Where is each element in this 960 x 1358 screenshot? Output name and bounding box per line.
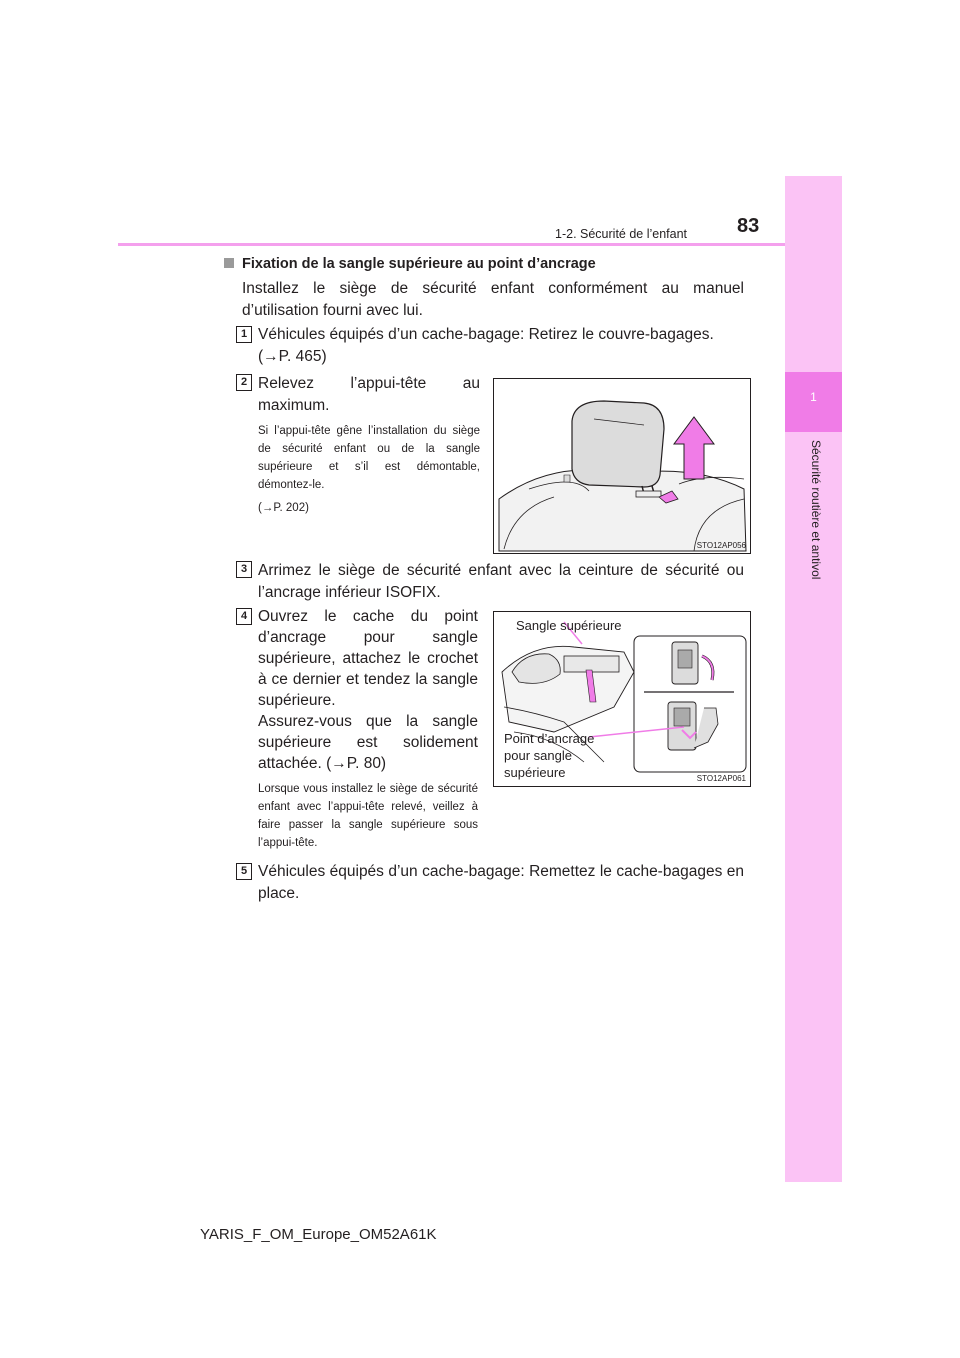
step-3-text: Arrimez le siège de sécurité enfant avec la ceinture de sécurité ou l’ancrage inférieur ISOFIX. <box>258 562 744 601</box>
step-4-text-2: Assurez-vous que la sangle supérieure est solidement attachée. (→P. 80) <box>258 713 478 772</box>
section-heading <box>224 256 596 272</box>
figure-2-code: STO12AP061 <box>696 774 746 783</box>
headrest-illustration <box>494 379 750 553</box>
step-number-4: 4 <box>236 608 252 625</box>
document-footer: YARIS_F_OM_Europe_OM52A61K <box>200 1226 437 1243</box>
headrest-figure <box>493 378 751 554</box>
header-rule <box>118 243 785 246</box>
step-number-2: 2 <box>236 374 252 391</box>
chapter-title: Sécurité routière et antivol <box>809 440 823 580</box>
step-1-text: Véhicules équipés d’un cache-bagage: Retirez le couvre-bagages. <box>258 326 714 343</box>
step-1-ref: (→P. 465) <box>258 348 327 365</box>
step-4-note: Lorsque vous installez le siège de sécurité enfant avec l’appui-tête relevé, veillez à faire passer la sangle supérieure sous l’appui-tête. <box>258 783 478 849</box>
step-2-note: Si l’appui-tête gêne l’installation du siège de sécurité enfant ou de la sangle supérieure et s’il est démontable, démontez-le. <box>258 425 480 491</box>
label-anchor-point <box>504 730 594 781</box>
figure-1-code: STO12AP056 <box>696 541 746 550</box>
anchor-figure <box>493 611 751 787</box>
heading-text: Fixation de la sangle supérieure au point d’ancrage <box>242 256 596 272</box>
step-1 <box>258 324 748 368</box>
step-number-3: 3 <box>236 561 252 578</box>
step-2-ref: (→P. 202) <box>258 502 309 514</box>
page-number: 83 <box>737 215 760 237</box>
chapter-number: 1 <box>810 390 817 404</box>
step-5-text: Véhicules équipés d’un cache-bagage: Remettez le cache-bagages en place. <box>258 863 744 902</box>
label-anchor-line-2: pour sangle <box>504 748 572 763</box>
heading-square-icon <box>224 258 234 268</box>
chapter-sidebar <box>785 176 842 1182</box>
step-number-5: 5 <box>236 863 252 880</box>
section-title: 1-2. Sécurité de l’enfant <box>555 227 688 241</box>
label-anchor-line-1: Point d’ancrage <box>504 731 595 746</box>
label-anchor-line-3: supérieure <box>504 765 566 780</box>
step-2-text: Relevez l’appui-tête au maximum. <box>258 375 480 414</box>
intro-paragraph: Installez le siège de sécurité enfant conformément au manuel d’utilisation fourni avec lui. <box>242 280 744 319</box>
step-4-text: Ouvrez le cache du point d’ancrage pour sangle supérieure, attachez le crochet à ce dernier et tendez la sangle supérieure. <box>258 608 478 709</box>
step-number-1: 1 <box>236 326 252 343</box>
label-top-strap: Sangle supérieure <box>516 618 622 633</box>
